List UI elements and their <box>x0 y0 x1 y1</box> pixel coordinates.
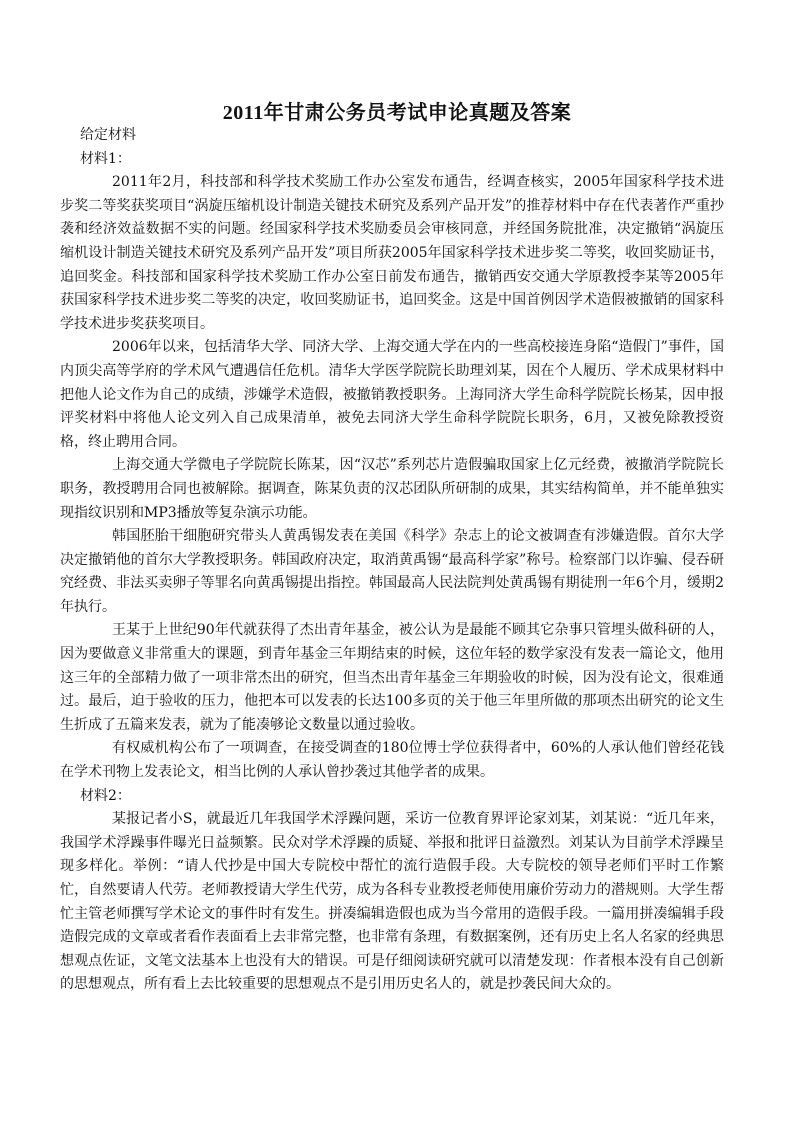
material-1-paragraph: 2011年2月，科技部和科学技术奖励工作办公室发布通告，经调查核实，2005年国家科学技术进步奖二等奖获奖项目“涡旋压缩机设计制造关键技术研究及系列产品开发”的推荐材料中存在代表著作严重抄袭和经济效益数据不实的问题。经国家科学技术奖励委员会审核同意，并经国务院批准，决定撤销“涡旋压缩机设计制造关键技术研究及系列产品开发”项目所获2005年国家科学技术进步奖二等奖，收回奖励证书，追回奖金。科技部和国家科学技术奖励工作办公室日前发布通告，撤销西安交通大学原教授李某等2005年获国家科学技术进步奖二等奖的决定，收回奖励证书，追回奖金。这是中国首例因学术造假被撤销的国家科学技术进步奖获奖项目。 <box>60 174 724 332</box>
section-label: 给定材料 <box>80 127 136 143</box>
material-1-paragraph: 上海交通大学微电子学院院长陈某，因“汉芯”系列芯片造假骗取国家上亿元经费，被撤消学院院长职务，教授聘用合同也被解除。据调查，陈某负责的汉芯团队所研制的成果，其实结构简单，并不能单独实现指纹识别和MP3播放等复杂演示功能。 <box>60 457 724 521</box>
material-1-paragraph: 有权威机构公布了一项调查，在接受调查的180位博士学位获得者中，60%的人承认他们曾经花钱在学术刊物上发表论文，相当比例的人承认曾抄袭过其他学者的成果。 <box>60 740 724 781</box>
material-1-paragraph: 王某于上世纪90年代就获得了杰出青年基金，被公认为是最能不顾其它杂事只管埋头做科研的人，因为要做意义非常重大的课题，到青年基金三年期结束的时候，这位年轻的数学家没有发表一篇论文，他用这三年的全部精力做了一项非常杰出的研究，但当杰出青年基金三年期验收的时候，因为没有论文，很难通过。最后，迫于验收的压力，他把本可以发表的长达100多页的关于他三年里所做的那项杰出研究的论文生生折成了五篇来发表，就为了能凑够论文数量以通过验收。 <box>60 622 724 733</box>
material-1-paragraph: 韩国胚胎干细胞研究带头人黄禹锡发表在美国《科学》杂志上的论文被调查有涉嫌造假。首尔大学决定撤销他的首尔大学教授职务。韩国政府决定，取消黄禹锡“最高科学家”称号。检察部门以诈骗、侵吞研究经费、非法买卖卵子等罪名向黄禹锡提出指控。韩国最高人民法院判处黄禹锡有期徒刑一年6个月，缓期2年执行。 <box>60 528 724 615</box>
document-title: 2011年甘肃公务员考试申论真题及答案 <box>222 102 572 124</box>
material-2-label: 材料2： <box>80 787 131 804</box>
document-body <box>60 124 724 997</box>
material-2-paragraph: 某报记者小S，就最近几年我国学术浮躁问题，采访一位教育界评论家刘某，刘某说：“近几年来，我国学术浮躁事件曝光日益频繁。民众对学术浮躁的质疑、举报和批评日益激烈。刘某认为目前学术浮躁呈现多样化。举例：“请人代抄是中国大专院校中帮忙的流行造假手段。大专院校的领导老师们平时工作繁忙，自然要请人代劳。老师教授请大学生代劳，成为各科专业教授老师使用廉价劳动力的潜规则。大学生帮忙主管老师撰写学术论文的事件时有发生。拼凑编辑造假也成为当今常用的造假手段。一篇用拼凑编辑手段造假完成的文章或者看作表面看上去非常完整，也非常有条理，有数据案例，还有历史上名人名家的经典思想观点佐证，文笔文法基本上也没有大的错误。可是仔细阅读研究就可以清楚发现：作者根本没有自己创新的思想观点，所有看上去比较重要的思想观点不是引用历史名人的，就是抄袭民间大众的。 <box>60 811 724 993</box>
material-1-label: 材料1： <box>80 150 131 167</box>
material-1-paragraph: 2006年以来，包括清华大学、同济大学、上海交通大学在内的一些高校接连身陷“造假门”事件，国内顶尖高等学府的学术风气遭遇信任危机。清华大学医学院院长助理刘某，因在个人履历、学术成果材料中把他人论文作为自己的成绩，涉嫌学术造假，被撤销教授职务。上海同济大学生命科学院院长杨某，因申报评奖材料中将他人论文列入自己成果清单，被免去同济大学生命科学院院长职务，6月，又被免除教授资格，终止聘用合同。 <box>60 339 724 450</box>
